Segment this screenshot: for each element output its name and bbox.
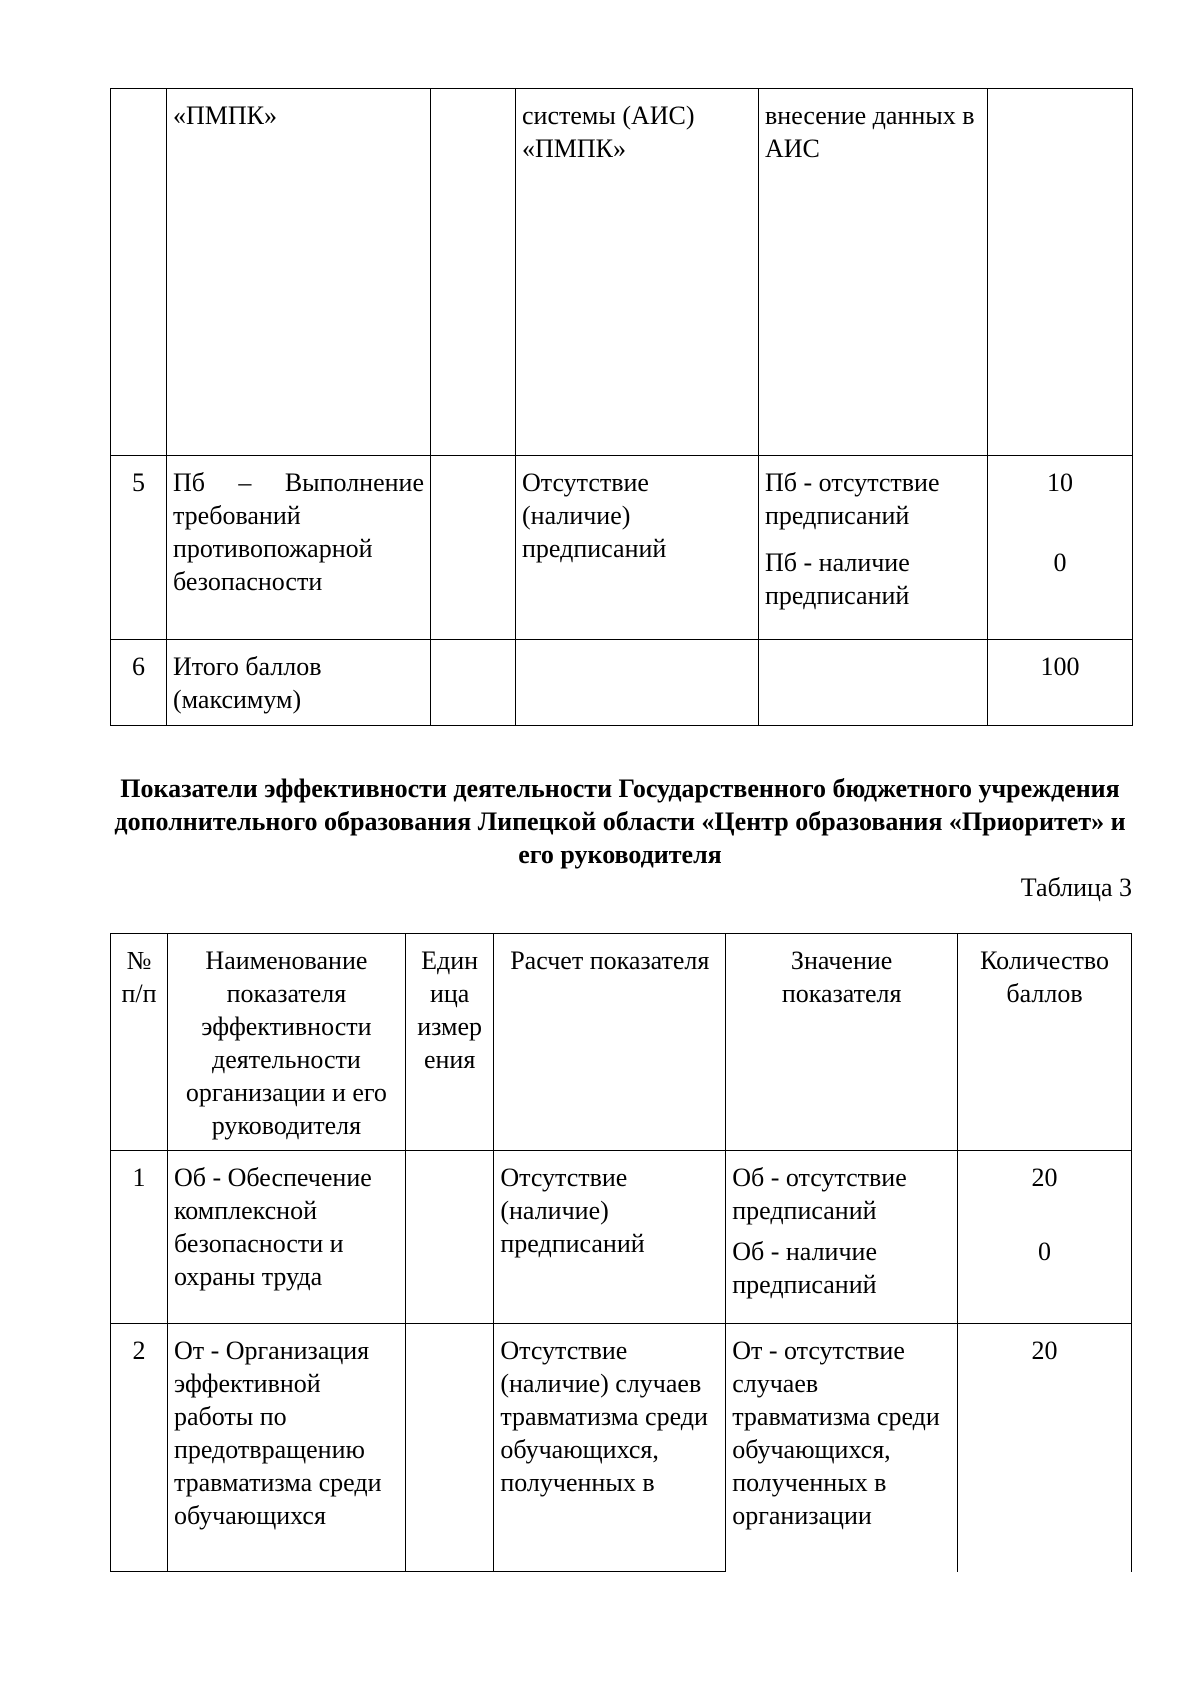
cell-num [111, 456, 167, 640]
cell-indicator-name [167, 456, 431, 640]
indicator-name-first-line: Пб – Выполнение [173, 468, 424, 497]
cell-unit [431, 456, 516, 640]
cell-value [726, 1324, 958, 1572]
cell-num [111, 640, 167, 726]
cell-value [759, 456, 988, 640]
cell-value [759, 89, 988, 456]
indicator-name-text: «ПМПК» [173, 101, 278, 130]
table-caption: Таблица 3 [1020, 873, 1132, 902]
indicator-name-text: Итого баллов (максимум) [173, 652, 322, 714]
header-unit: Един ица измер ения [405, 934, 493, 1151]
cell-num [111, 1324, 168, 1572]
cell-num [111, 1151, 168, 1324]
calculation-text: Отсутствие (наличие) предписаний [500, 1163, 645, 1258]
value-text: От - отсутствие случаев травматизма среди обучающихся, полученных в организации [732, 1336, 940, 1530]
continuation-table [110, 88, 1133, 726]
table-header-row [111, 934, 1132, 1151]
cell-value [726, 1151, 958, 1324]
cell-unit [431, 640, 516, 726]
indicator-name-text: От - Организация эффективной работы по предотвращению травматизма среди обучающихся [173, 1336, 382, 1530]
cell-value [759, 640, 988, 726]
score-a: 10 [1047, 468, 1073, 497]
calculation-text: Отсутствие (наличие) предписаний [522, 468, 667, 563]
cell-indicator-name [167, 640, 431, 726]
cell-score [988, 640, 1133, 726]
cell-calculation [494, 1324, 726, 1572]
score-b: 0 [1053, 548, 1067, 577]
cell-calculation [516, 456, 759, 640]
score: 20 [1031, 1336, 1058, 1365]
table-row [111, 1151, 1132, 1324]
cell-calculation [494, 1151, 726, 1324]
header-name: Наименование показателя эффективности деятельности организации и его руководителя [167, 934, 405, 1151]
indicator-name-text: Об - Обеспечение комплексной безопасности и охраны труда [173, 1163, 372, 1291]
indicator-name-text: требований противопожарной безопасности [173, 501, 373, 596]
score-b: 0 [1038, 1237, 1052, 1266]
cell-num [111, 89, 167, 456]
cell-score [988, 456, 1133, 640]
table-row [111, 456, 1133, 640]
header-num: № п/п [111, 934, 168, 1151]
value-option-a: Пб - отсутствие предписаний [765, 468, 940, 530]
row-number: 2 [132, 1336, 146, 1365]
calculation-text: системы (АИС) «ПМПК» [522, 101, 695, 163]
cell-unit [431, 89, 516, 456]
calculation-text: Отсутствие (наличие) случаев травматизма среди обучающихся, полученных в [500, 1336, 708, 1497]
indicators-table [110, 933, 1132, 1572]
cell-indicator-name [167, 1324, 405, 1572]
row-number: 1 [132, 1163, 146, 1192]
row-number: 5 [132, 468, 145, 497]
table-row [111, 89, 1133, 456]
row-number: 6 [132, 652, 145, 681]
header-calculation: Расчет показателя [494, 934, 726, 1151]
cell-indicator-name [167, 1151, 405, 1324]
header-score: Количество баллов [958, 934, 1132, 1151]
cell-calculation [516, 89, 759, 456]
value-option-a: Об - отсутствие предписаний [732, 1163, 907, 1225]
value-option-b: Об - наличие предписаний [732, 1237, 877, 1299]
cell-indicator-name [167, 89, 431, 456]
total-score: 100 [1040, 652, 1080, 681]
score-a: 20 [1031, 1163, 1058, 1192]
cell-calculation [516, 640, 759, 726]
header-value: Значение показателя [726, 934, 958, 1151]
cell-score [988, 89, 1133, 456]
value-text: внесение данных в АИС [765, 101, 975, 163]
cell-unit [405, 1151, 493, 1324]
table-row [111, 640, 1133, 726]
cell-score [958, 1324, 1132, 1572]
table-row [111, 1324, 1132, 1572]
value-option-b: Пб - наличие предписаний [765, 548, 910, 610]
cell-score [958, 1151, 1132, 1324]
cell-unit [405, 1324, 493, 1572]
section-title: Показатели эффективности деятельности Государственного бюджетного учреждения дополнительного образования Липецкой области «Центр образования «Приоритет» и его руководителя [114, 774, 1126, 869]
